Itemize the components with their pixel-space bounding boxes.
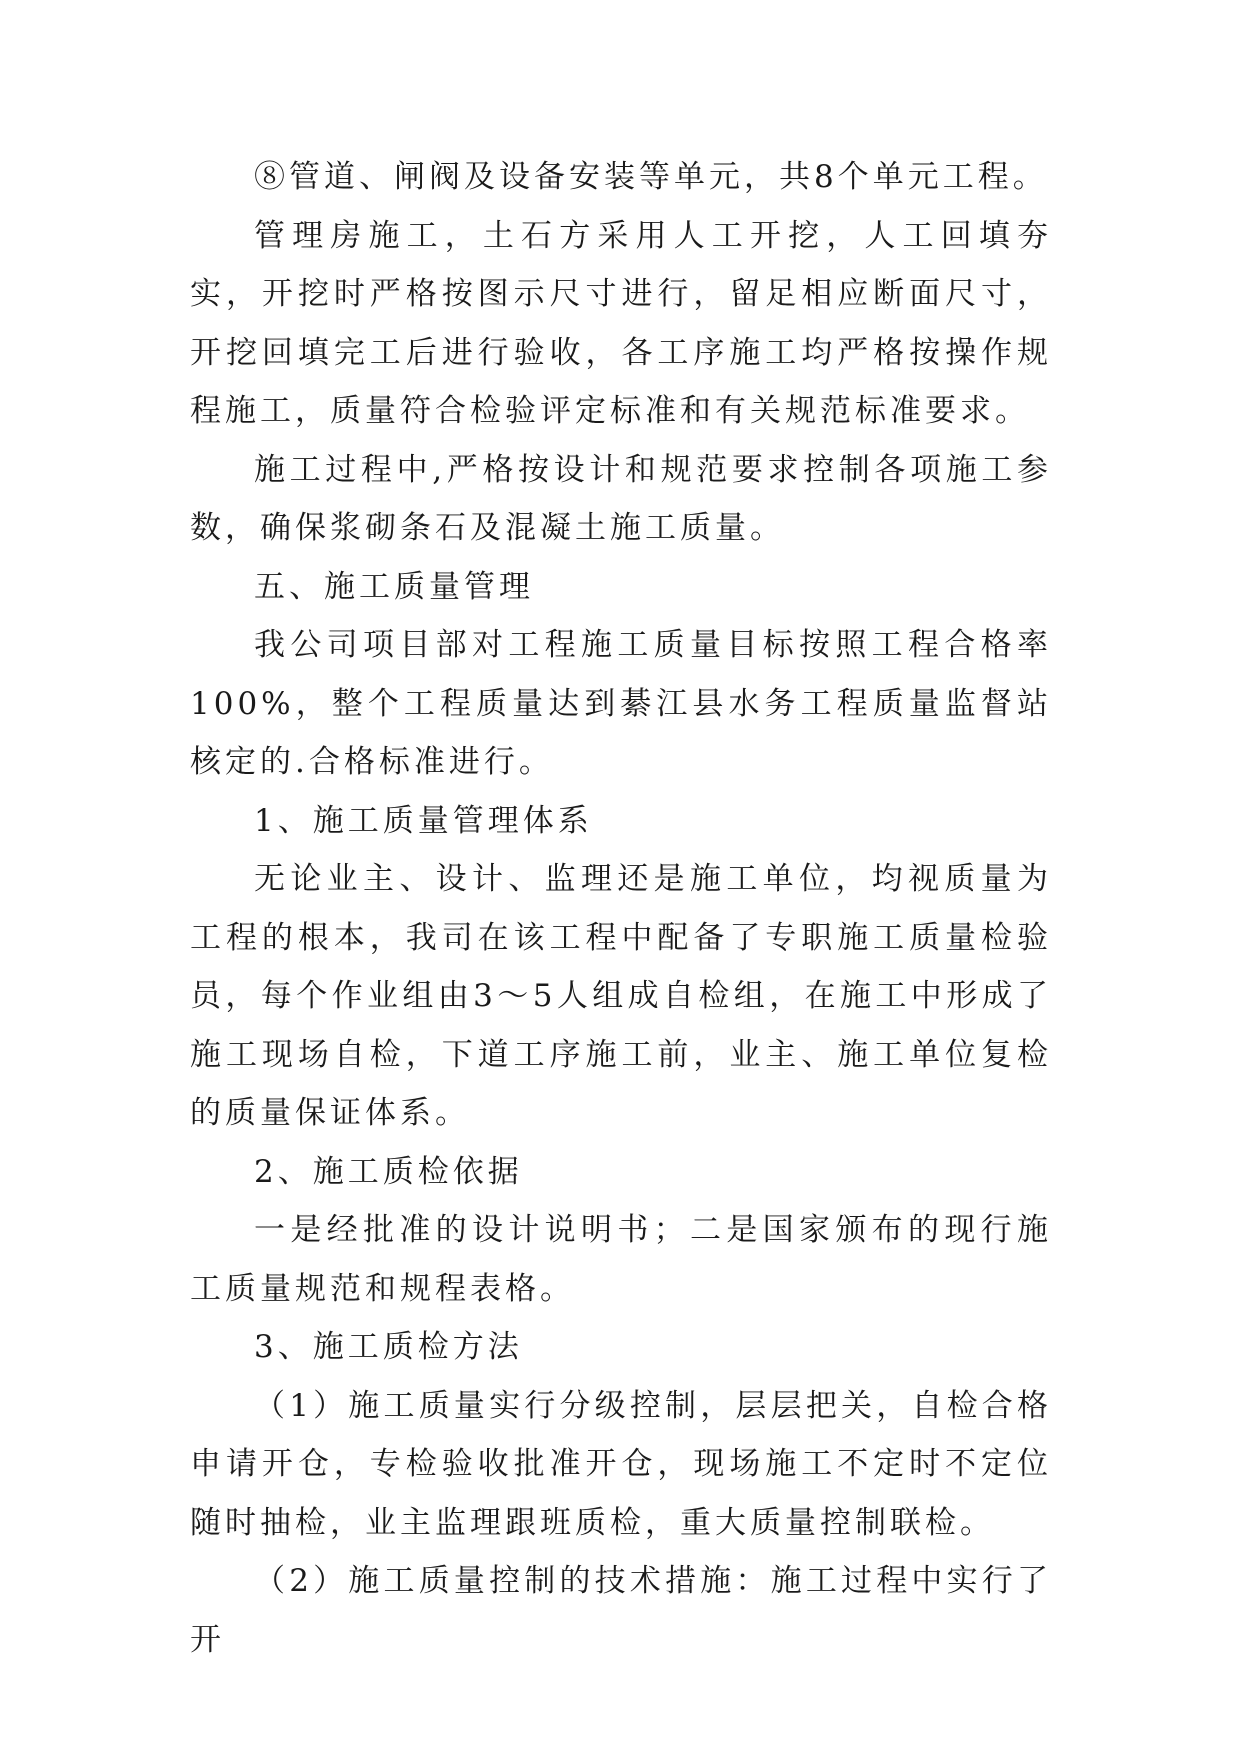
document-body [190,148,1052,1669]
paragraph-construction-process: 施工过程中,严格按设计和规范要求控制各项施工参数，确保浆砌条石及混凝土施工质量。 [190,451,1052,546]
paragraph-management-house: 管理房施工，土石方采用人工开挖，人工回填夯实，开挖时严格按图示尺寸进行，留足相应断面尺寸，开挖回填完工后进行验收，各工序施工均严格按操作规程施工，质量符合检验评定标准和有关规范标准要求。 [190,217,1052,429]
paragraph-unit-projects: ⑧管道、闸阀及设备安装等单元，共8个单元工程。 [254,159,1048,195]
paragraph-quality-target: 我公司项目部对工程施工质量目标按照工程合格率100%，整个工程质量达到綦江县水务工程质量监督站核定的.合格标准进行。 [190,627,1052,780]
paragraph-inspection-basis: 一是经批准的设计说明书；二是国家颁布的现行施工质量规范和规程表格。 [190,1212,1052,1307]
subheading-quality-system: 1、施工质量管理体系 [254,802,593,839]
subheading-inspection-method: 3、施工质检方法 [254,1329,523,1365]
paragraph-quality-system: 无论业主、设计、监理还是施工单位，均视质量为工程的根本，我司在该工程中配备了专职施工质量检验员，每个作业组由3～5人组成自检组，在施工中形成了施工现场自检，下道工序施工前，业主、施工单位复检的质量保证体系。 [190,861,1052,1131]
paragraph-method-1: （1）施工质量实行分级控制，层层把关，自检合格申请开仓，专检验收批准开仓，现场施工不定时不定位随时抽检，业主监理跟班质检，重大质量控制联检。 [190,1387,1052,1541]
paragraph-method-2: （2）施工质量控制的技术措施：施工过程中实行了开 [190,1563,1052,1658]
subheading-inspection-basis: 2、施工质检依据 [254,1153,523,1190]
section-heading-quality-management: 五、施工质量管理 [254,568,534,605]
